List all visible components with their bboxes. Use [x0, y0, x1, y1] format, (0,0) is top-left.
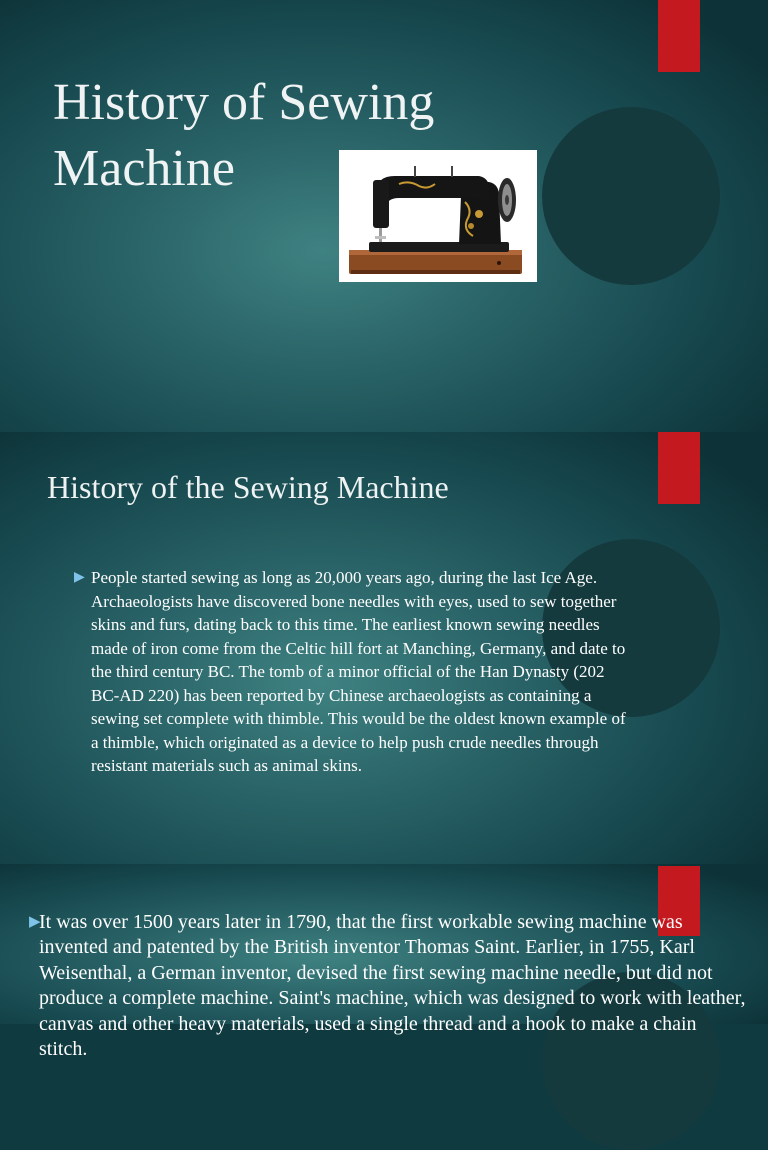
slide-1 — [0, 0, 768, 432]
slide-title: History of Sewing Machine — [53, 74, 435, 197]
bullet-text: People started sewing as long as 20,000 years ago, during the last Ice Age. Archaeologists have discovered bone needles with eyes, used to sew together skins and furs, dating back to this time. The earliest known sewing needles made of iron come from the Celtic hill fort at Manching, Germany, and date to the third century BC. The tomb of a minor official of the Han Dynasty (202 BC-AD 220) has been reported by Chinese archaeologists as containing a sewing set complete with thimble. This would be the oldest known example of a thimble, which originated as a device to help push crude needles through resistant materials such as animal skins. — [91, 568, 626, 775]
bullet-text: It was over 1500 years later in 1790, that the first workable sewing machine was invented and patented by the British inventor Thomas Saint. Earlier, in 1755, Karl Weisenthal, a German inventor, devised the first sewing machine needle, but did not produce a complete machine. Saint's machine, which was designed to work with leather, canvas and other heavy materials, used a single thread and a hook to make a chain stitch. — [39, 911, 746, 1061]
decorative-circle — [542, 107, 720, 285]
bullet-item — [74, 566, 634, 778]
slide-3 — [0, 864, 768, 1061]
bullet-list — [74, 566, 634, 778]
sewing-machine-image — [339, 150, 537, 282]
slide-2 — [0, 432, 768, 864]
triangle-right-icon: ▶ — [74, 570, 85, 585]
triangle-right-icon: ▶ — [29, 914, 41, 930]
bullet-item — [29, 910, 749, 1062]
accent-red-tab — [658, 0, 700, 72]
accent-red-tab — [658, 432, 700, 504]
slide-title: History of the Sewing Machine — [47, 469, 449, 505]
